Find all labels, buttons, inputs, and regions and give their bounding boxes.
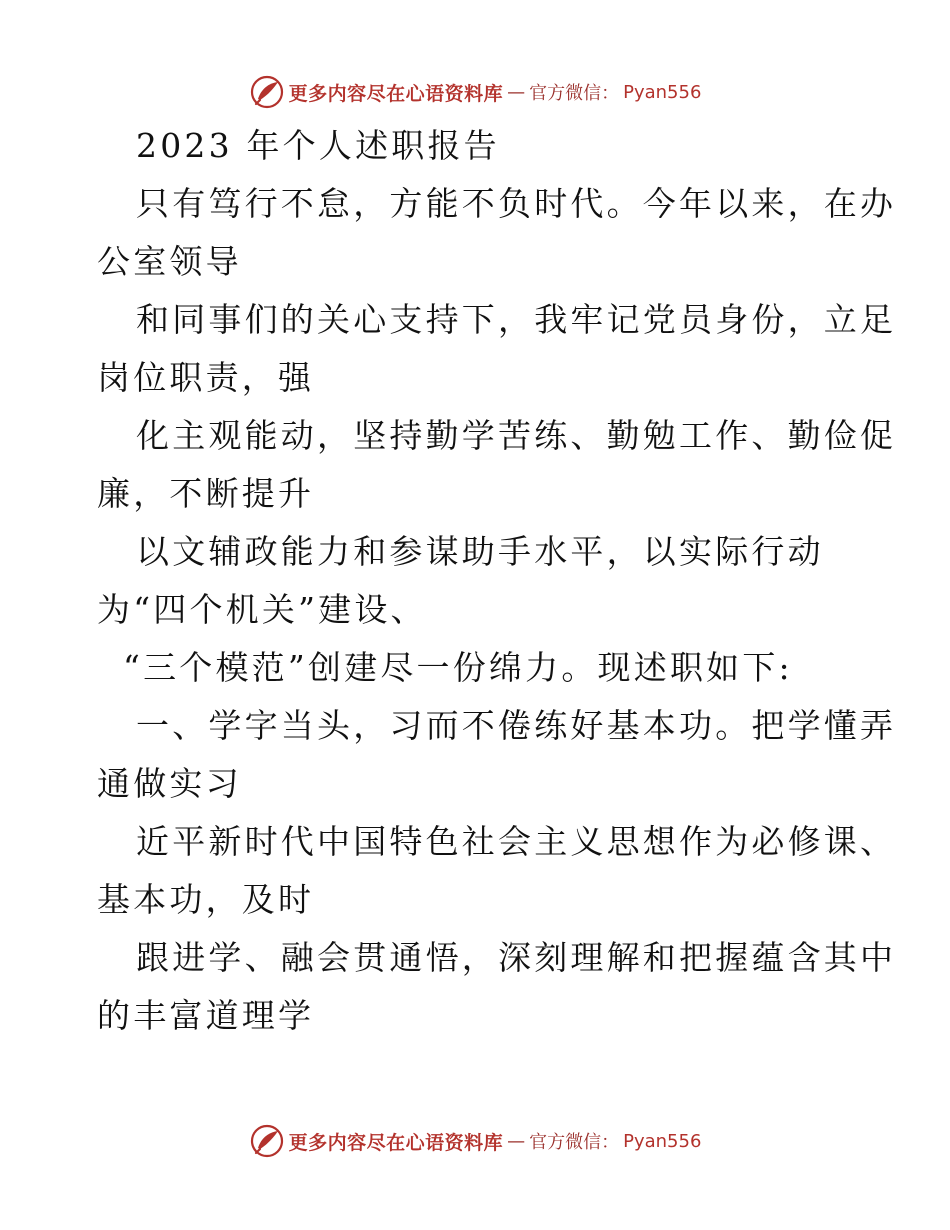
paragraph-line: 跟进学、融会贯通悟，深刻理解和把握蕴含其中 bbox=[136, 938, 897, 977]
paragraph-line: 和同事们的关心支持下，我牢记党员身份，立足 bbox=[136, 300, 897, 339]
paragraph-line: “三个模范”创建尽一份绵力。现述职如下: bbox=[123, 648, 793, 687]
paragraph-line: 公室领导 bbox=[97, 242, 242, 281]
document-body bbox=[97, 117, 897, 1045]
watermark-text: 更多内容尽在心语资料库 bbox=[288, 1131, 504, 1154]
paragraph-line: 只有笃行不怠，方能不负时代。今年以来，在办 bbox=[136, 184, 897, 223]
paragraph-line: 以文辅政能力和参谋助手水平，以实际行动 bbox=[136, 532, 824, 571]
paragraph-line: 为“四个机关”建设、 bbox=[97, 590, 427, 629]
paragraph-line: 基本功，及时 bbox=[97, 880, 315, 919]
watermark-text: 更多内容尽在心语资料库 bbox=[288, 82, 504, 105]
footer-watermark bbox=[0, 1121, 950, 1161]
paragraph-line: 近平新时代中国特色社会主义思想作为必修课、 bbox=[136, 822, 897, 861]
pen-logo-icon bbox=[249, 1123, 285, 1159]
document-title: 2023 年个人述职报告 bbox=[136, 126, 500, 165]
watermark-contact-label: 官方微信： bbox=[529, 83, 620, 104]
watermark-separator: — bbox=[507, 81, 526, 103]
paragraph-line: 化主观能动，坚持勤学苦练、勤勉工作、勤俭促 bbox=[136, 416, 897, 455]
watermark-separator: — bbox=[507, 1130, 526, 1152]
pen-logo-icon bbox=[249, 74, 285, 110]
watermark-contact-id: Pyan556 bbox=[623, 81, 702, 103]
paragraph-line: 通做实习 bbox=[97, 764, 242, 803]
section-heading-line: 一、学字当头，习而不倦练好基本功。把学懂弄 bbox=[136, 706, 897, 745]
watermark-contact-label: 官方微信： bbox=[529, 1132, 620, 1153]
paragraph-line: 岗位职责，强 bbox=[97, 358, 315, 397]
watermark-contact-id: Pyan556 bbox=[623, 1130, 702, 1152]
header-watermark bbox=[0, 72, 950, 112]
paragraph-line: 的丰富道理学 bbox=[97, 996, 315, 1035]
paragraph-line: 廉，不断提升 bbox=[97, 474, 315, 513]
